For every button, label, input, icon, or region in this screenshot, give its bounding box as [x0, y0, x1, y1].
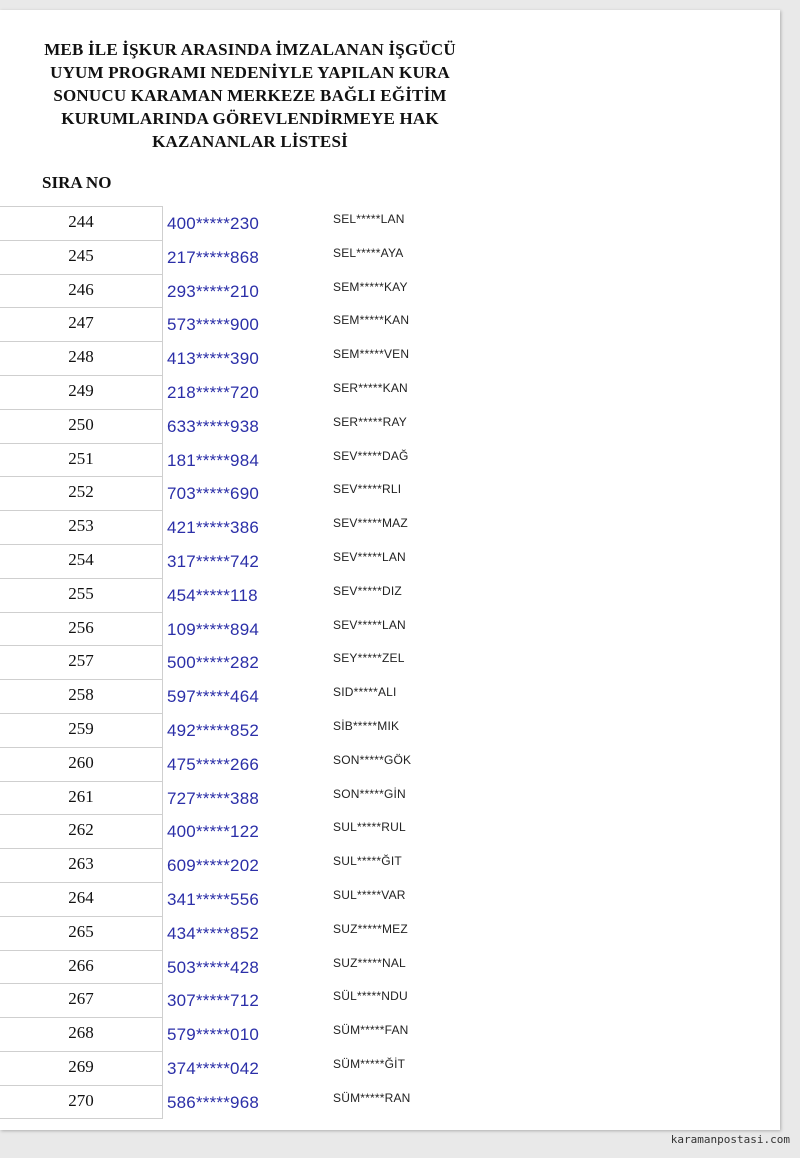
- title-line: MEB İLE İŞKUR ARASINDA İMZALANAN İŞGÜCÜ: [44, 40, 456, 59]
- masked-name: SER*****KAN: [333, 380, 408, 395]
- row-number: 254: [0, 544, 163, 578]
- masked-name: SID*****ALI: [333, 685, 397, 700]
- row-number: 245: [0, 240, 163, 274]
- masked-name: SEM*****KAY: [333, 279, 408, 294]
- masked-name: SEM*****KAN: [333, 313, 410, 328]
- masked-id-number: 293*****210: [167, 281, 260, 301]
- row-number: 255: [0, 578, 163, 612]
- masked-name: SUL*****VAR: [333, 887, 406, 902]
- table-row: [0, 307, 780, 341]
- row-number: 244: [0, 206, 163, 240]
- row-number: 263: [0, 848, 163, 882]
- masked-id-number: 597*****464: [167, 687, 260, 707]
- table-row: [0, 578, 780, 612]
- masked-id-number: 421*****386: [167, 518, 260, 538]
- masked-id-number: 609*****202: [167, 856, 260, 876]
- masked-name: SON*****GÖK: [333, 752, 412, 767]
- masked-name: SUL*****RUL: [333, 820, 406, 835]
- masked-id-number: 586*****968: [167, 1092, 260, 1112]
- masked-id-number: 500*****282: [167, 653, 260, 673]
- row-number: 261: [0, 781, 163, 815]
- row-number: 262: [0, 814, 163, 848]
- masked-name: SEV*****DIZ: [333, 583, 402, 598]
- masked-name: SEV*****RLI: [333, 482, 402, 497]
- row-number: 269: [0, 1051, 163, 1085]
- row-number: 253: [0, 510, 163, 544]
- row-number: 247: [0, 307, 163, 341]
- table-row: [0, 1051, 780, 1085]
- masked-id-number: 727*****388: [167, 788, 260, 808]
- masked-id-number: 413*****390: [167, 349, 260, 369]
- masked-id-number: 307*****712: [167, 991, 260, 1011]
- masked-id-number: 503*****428: [167, 957, 260, 977]
- table-row: [0, 645, 780, 679]
- masked-id-number: 703*****690: [167, 484, 260, 504]
- masked-id-number: 475*****266: [167, 754, 260, 774]
- table-row: [0, 713, 780, 747]
- masked-name: SUL*****ĞIT: [333, 854, 402, 869]
- watermark: karamanpostasi.com: [670, 1133, 790, 1146]
- document-page: [0, 10, 780, 1130]
- table-row: [0, 781, 780, 815]
- table-row: [0, 544, 780, 578]
- masked-name: SÜM*****ĞİT: [333, 1056, 406, 1071]
- table-row: [0, 882, 780, 916]
- masked-id-number: 454*****118: [167, 585, 258, 605]
- masked-id-number: 492*****852: [167, 720, 260, 740]
- masked-name: SEY*****ZEL: [333, 651, 405, 666]
- table-row: [0, 274, 780, 308]
- title-line: KURUMLARINDA GÖREVLENDİRMEYE HAK: [61, 109, 439, 128]
- masked-name: SEL*****AYA: [333, 245, 404, 260]
- masked-id-number: 400*****230: [167, 214, 260, 233]
- row-number: 256: [0, 612, 163, 646]
- row-number: 252: [0, 476, 163, 510]
- title-line: SONUCU KARAMAN MERKEZE BAĞLI EĞİTİM: [53, 86, 447, 105]
- title-line: KAZANANLAR LİSTESİ: [152, 132, 348, 151]
- masked-id-number: 217*****868: [167, 247, 260, 267]
- row-number: 248: [0, 341, 163, 375]
- masked-name: SER*****RAY: [333, 414, 408, 429]
- masked-id-number: 579*****010: [167, 1025, 260, 1045]
- row-number: 268: [0, 1017, 163, 1051]
- row-number: 260: [0, 747, 163, 781]
- masked-name: SEV*****DAĞ: [333, 448, 409, 463]
- table-row: [0, 983, 780, 1017]
- masked-id-number: 573*****900: [167, 315, 260, 335]
- row-number: 264: [0, 882, 163, 916]
- masked-id-number: 181*****984: [167, 450, 260, 470]
- table-row: [0, 443, 780, 477]
- table-row: [0, 375, 780, 409]
- table-row: [0, 916, 780, 950]
- masked-id-number: 341*****556: [167, 889, 260, 909]
- masked-name: SÜM*****RAN: [333, 1090, 411, 1105]
- table-row: [0, 240, 780, 274]
- table-row: [0, 848, 780, 882]
- title-line: UYUM PROGRAMI NEDENİYLE YAPILAN KURA: [50, 63, 450, 82]
- row-number: 246: [0, 274, 163, 308]
- masked-name: SEV*****LAN: [333, 549, 406, 564]
- table-row: [0, 409, 780, 443]
- row-number: 265: [0, 916, 163, 950]
- table-row: [0, 1085, 780, 1119]
- table-row: [0, 206, 780, 240]
- table-row: [0, 747, 780, 781]
- masked-id-number: 109*****894: [167, 619, 260, 639]
- table-row: [0, 341, 780, 375]
- row-number: 267: [0, 983, 163, 1017]
- table-row: [0, 612, 780, 646]
- masked-name: SEL*****LAN: [333, 212, 405, 226]
- masked-name: SUZ*****NAL: [333, 955, 406, 970]
- table-row: [0, 1017, 780, 1051]
- row-number: 257: [0, 645, 163, 679]
- masked-id-number: 434*****852: [167, 923, 260, 943]
- masked-id-number: 317*****742: [167, 551, 260, 571]
- row-number: 259: [0, 713, 163, 747]
- masked-name: SEV*****MAZ: [333, 516, 408, 531]
- table-row: [0, 476, 780, 510]
- results-table: [0, 206, 780, 1119]
- masked-id-number: 218*****720: [167, 382, 260, 402]
- row-number: 251: [0, 443, 163, 477]
- masked-id-number: 400*****122: [167, 822, 260, 842]
- row-number: 258: [0, 679, 163, 713]
- row-number: 250: [0, 409, 163, 443]
- row-number: 270: [0, 1085, 163, 1119]
- masked-name: SUZ*****MEZ: [333, 921, 408, 936]
- masked-name: SÜL*****NDU: [333, 989, 408, 1004]
- table-row: [0, 814, 780, 848]
- row-number: 249: [0, 375, 163, 409]
- row-number: 266: [0, 950, 163, 984]
- masked-id-number: 633*****938: [167, 416, 260, 436]
- masked-name: SİB*****MIK: [333, 718, 400, 733]
- masked-name: SEV*****LAN: [333, 617, 406, 632]
- masked-name: SÜM*****FAN: [333, 1023, 409, 1038]
- table-row: [0, 510, 780, 544]
- document-title: [0, 38, 500, 153]
- masked-name: SEM*****VEN: [333, 347, 410, 362]
- table-row: [0, 679, 780, 713]
- table-row: [0, 950, 780, 984]
- column-header-sira-no: SIRA NO: [42, 173, 112, 192]
- masked-name: SON*****GİN: [333, 786, 406, 801]
- masked-id-number: 374*****042: [167, 1058, 260, 1078]
